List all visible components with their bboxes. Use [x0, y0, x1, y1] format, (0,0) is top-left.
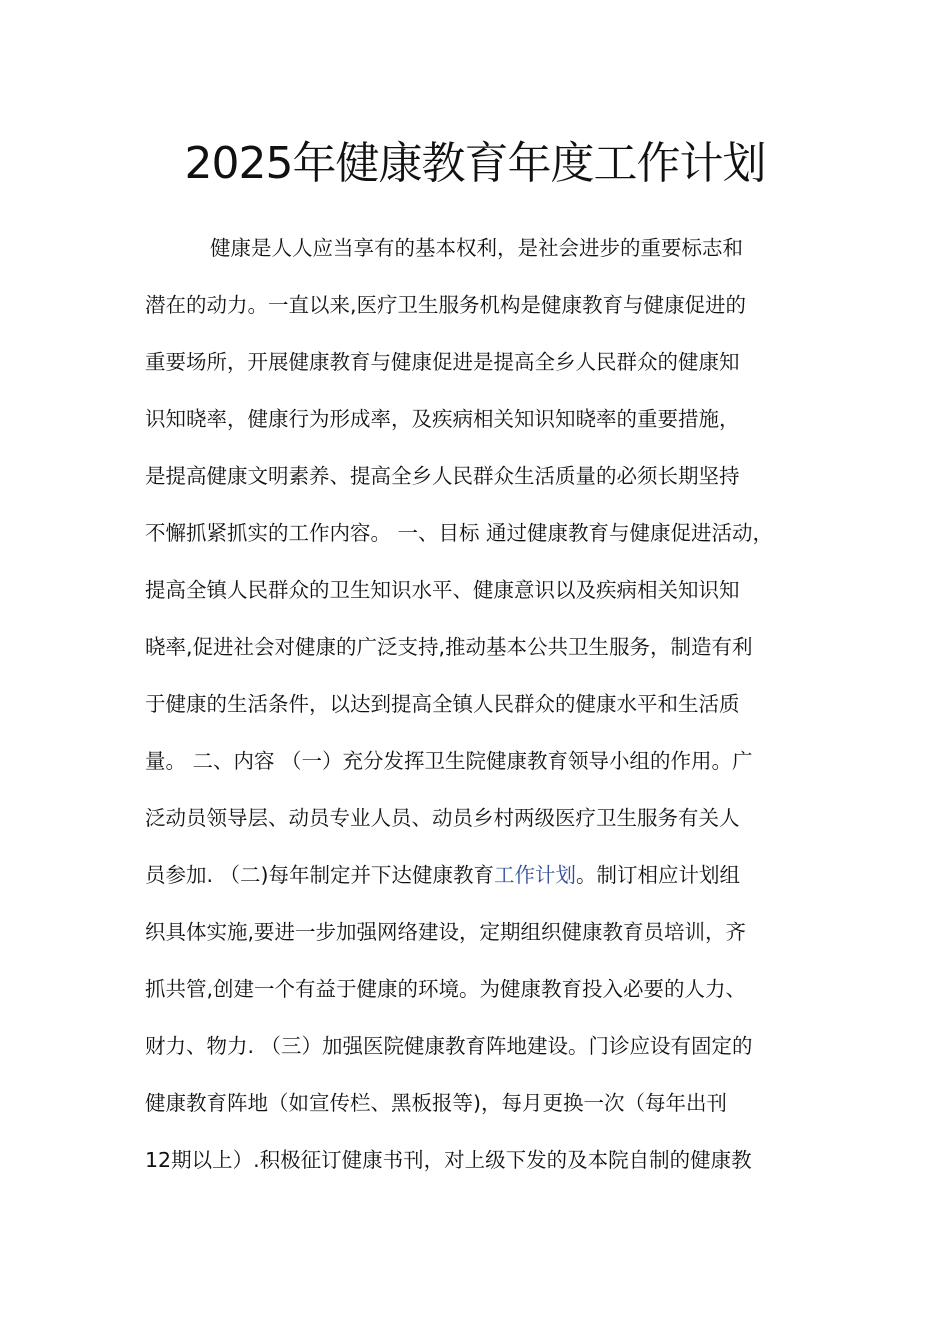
paragraph-line-3: 重要场所，开展健康教育与健康促进是提高全乡人民群众的健康知: [145, 350, 740, 374]
paragraph-line-7: 提高全镇人民群众的卫生知识水平、健康意识以及疾病相关知识知: [145, 578, 740, 602]
paragraph-line-10: 量。 二、内容 （一）充分发挥卫生院健康教育领导小组的作用。广: [145, 749, 753, 773]
paragraph-line-14: 抓共管,创建一个有益于健康的环境。为健康教育投入必要的人力、: [145, 977, 747, 1001]
paragraph-line-8: 晓率,促进社会对健康的广泛支持,推动基本公共卫生服务，制造有利: [145, 635, 753, 659]
document-title: 2025年健康教育年度工作计划: [184, 138, 766, 189]
line-12-text-before: 员参加. （二)每年制定并下达健康教育: [145, 863, 495, 887]
paragraph-line-5: 是提高健康文明素养、提高全乡人民群众生活质量的必须长期坚持: [145, 464, 740, 488]
paragraph-line-9: 于健康的生活条件，以达到提高全镇人民群众的健康水平和生活质: [145, 692, 740, 716]
work-plan-link[interactable]: 工作计划: [494, 863, 577, 887]
paragraph-line-16: 健康教育阵地（如宣传栏、黑板报等)，每月更换一次（每年出刊: [145, 1091, 727, 1115]
paragraph-line-12: [145, 855, 740, 895]
paragraph-line-13: 织具体实施,要进一步加强网络建设，定期组织健康教育员培训，齐: [145, 920, 747, 944]
paragraph-line-17: 12期以上）.积极征订健康书刊，对上级下发的及本院自制的健康教: [145, 1148, 752, 1172]
paragraph-line-6: 不懈抓紧抓实的工作内容。 一、目标 通过健康教育与健康促进活动，: [145, 521, 774, 545]
paragraph-line-15: 财力、物力. （三）加强医院健康教育阵地建设。门诊应设有固定的: [145, 1034, 753, 1058]
paragraph-line-4: 识知晓率，健康行为形成率，及疾病相关知识知晓率的重要措施，: [145, 407, 740, 431]
line-12-text-after: 。制订相应计划组: [576, 863, 741, 887]
paragraph-line-1: 健康是人人应当享有的基本权利，是社会进步的重要标志和: [210, 236, 743, 260]
paragraph-line-11: 泛动员领导层、动员专业人员、动员乡村两级医疗卫生服务有关人: [145, 806, 740, 830]
paragraph-line-2: 潜在的动力。一直以来,医疗卫生服务机构是健康教育与健康促进的: [145, 293, 747, 317]
